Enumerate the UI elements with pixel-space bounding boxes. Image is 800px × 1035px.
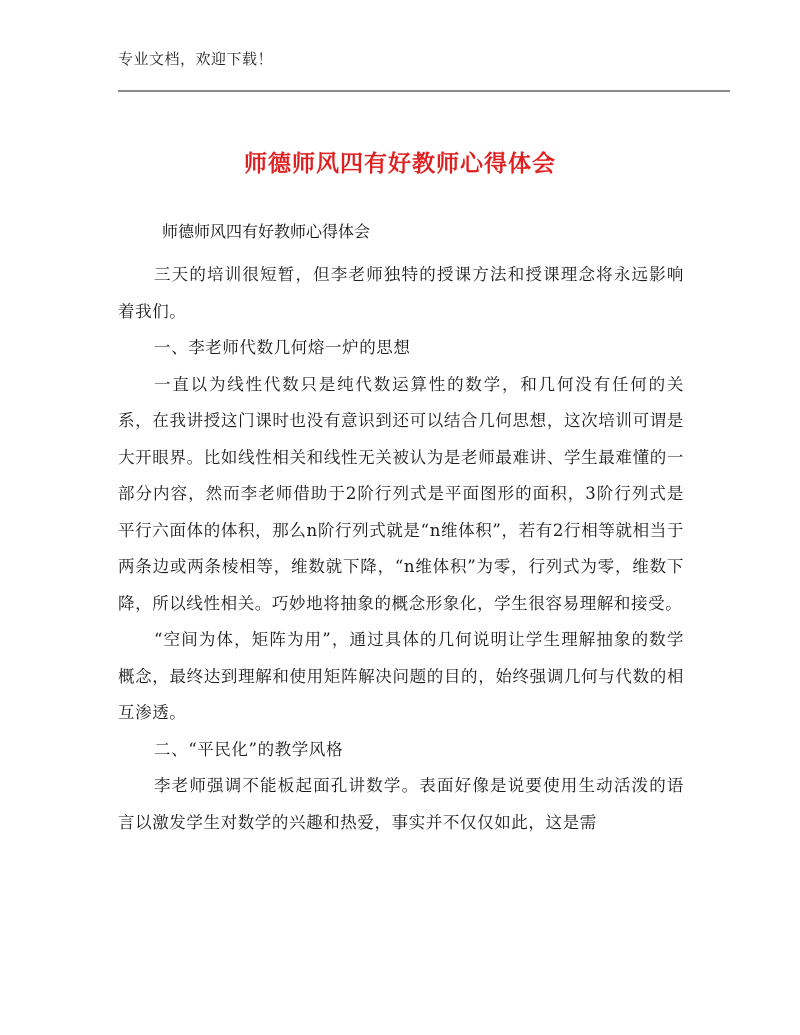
section-heading-2: 二、“平民化”的教学风格 — [154, 739, 344, 759]
paragraph-linear-algebra: 一直以为线性代数只是纯代数运算性的数学，和几何没有任何的关系，在我讲授这门课时也没有意识到还可以结合几何思想，这次培训可谓是大开眼界。比如线性相关和线性无关被认为是老师最难讲、学生最难懂的一部分内容，然而李老师借助于2阶行列式是平面图形的面积，3阶行列式是平行六面体的体积，那么n阶行列式就是“n维体积”，若有2行相等就相当于两条边或两条棱相等，维数就下降，“n维体积”为零，行列式为零，维数下降，所以线性相关。巧妙地将抽象的概念形象化，学生很容易理解和接受。 — [118, 374, 684, 613]
document-subtitle: 师德师风四有好教师心得体会 — [162, 222, 371, 241]
document-title: 师德师风四有好教师心得体会 — [244, 151, 556, 177]
document-body — [118, 220, 684, 841]
paragraph-teaching-style: 李老师强调不能板起面孔讲数学。表面好像是说要使用生动活泼的语言以激发学生对数学的兴趣和热爱，事实并不仅仅如此，这是需 — [118, 776, 684, 832]
header-note: 专业文档，欢迎下载！ — [118, 50, 274, 68]
section-heading-1: 一、李老师代数几何熔一炉的思想 — [154, 338, 411, 357]
header-divider — [118, 90, 730, 92]
paragraph-intro: 三天的培训很短暂，但李老师独特的授课方法和授课理念将永远影响着我们。 — [118, 265, 684, 321]
paragraph-space-matrix: “空间为体，矩阵为用”，通过具体的几何说明让学生理解抽象的数学概念，最终达到理解和使用矩阵解决问题的目的，始终强调几何与代数的相互渗透。 — [118, 630, 684, 722]
